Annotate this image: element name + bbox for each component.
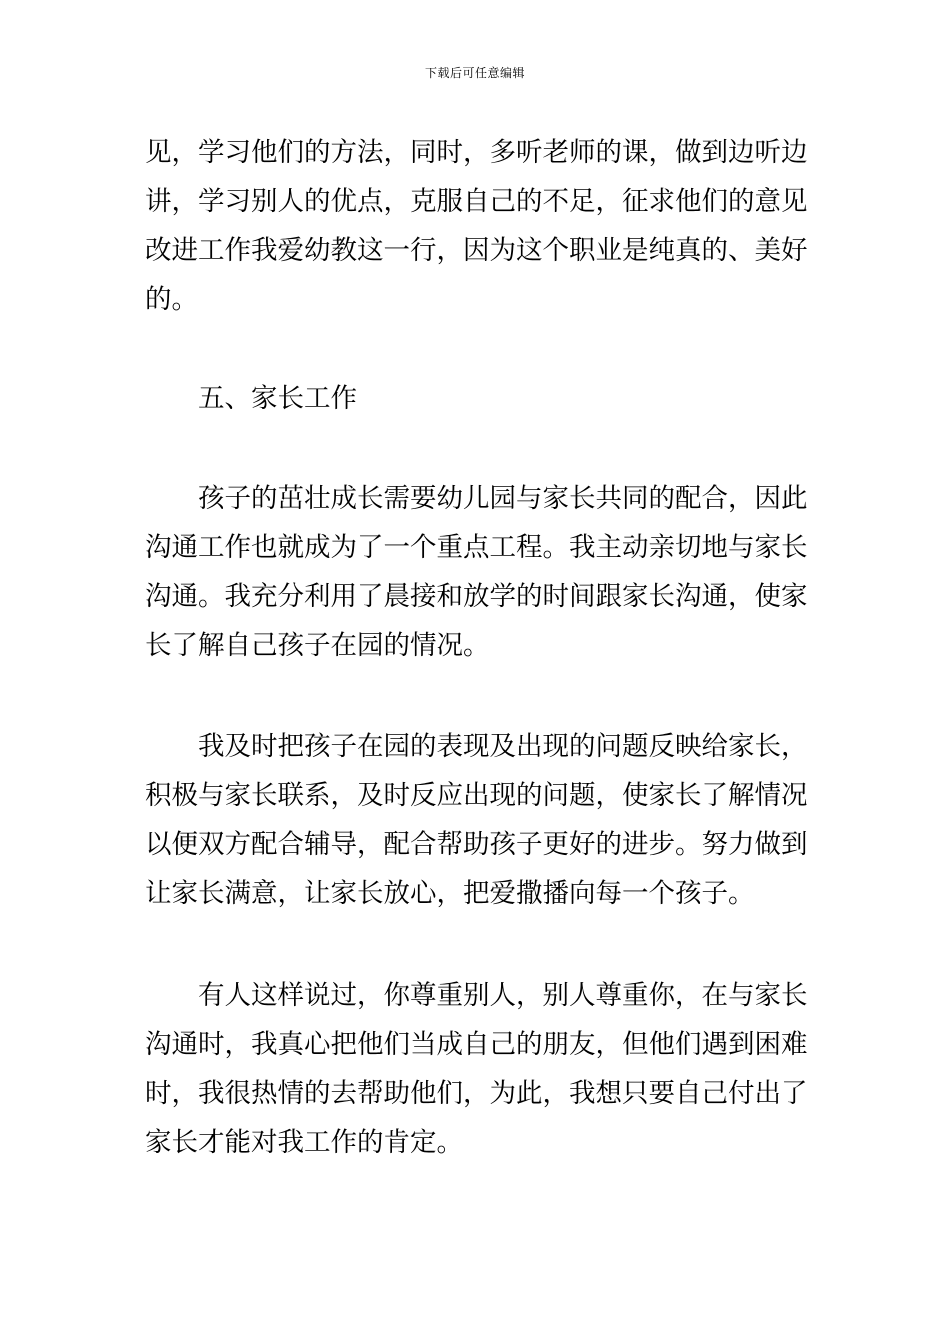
paragraph <box>145 722 807 918</box>
text-line: 积极与家长联系，及时反应出现的问题，使家长了解情况 <box>145 780 808 811</box>
text-line: 讲，学习别人的优点，克服自己的不足，征求他们的意见 <box>145 186 808 217</box>
paragraph <box>145 474 807 670</box>
text-line: 沟通时，我真心把他们当成自己的朋友，但他们遇到困难 <box>145 1029 808 1060</box>
text-line: 让家长满意，让家长放心，把爱撒播向每一个孩子。 <box>145 878 755 909</box>
section-heading-text: 五、家长工作 <box>198 383 357 414</box>
text-line: 的。 <box>145 284 198 315</box>
text-line: 以便双方配合辅导，配合帮助孩子更好的进步。努力做到 <box>145 829 808 860</box>
page-header: 下载后可任意编辑 <box>424 66 525 80</box>
text-line: 有人这样说过，你尊重别人，别人尊重你，在与家长 <box>198 980 808 1011</box>
section-heading <box>145 374 807 423</box>
text-line: 沟通工作也就成为了一个重点工程。我主动亲切地与家长 <box>145 532 808 563</box>
text-line: 时，我很热情的去帮助他们，为此，我想只要自己付出了 <box>145 1078 808 1109</box>
paragraph <box>145 971 807 1167</box>
text-line: 见，学习他们的方法，同时，多听老师的课，做到边听边 <box>145 137 808 168</box>
text-line: 家长才能对我工作的肯定。 <box>145 1127 463 1158</box>
text-line: 孩子的茁壮成长需要幼儿园与家长共同的配合，因此 <box>198 483 808 514</box>
paragraph-continuation <box>145 128 807 324</box>
text-line: 沟通。我充分利用了晨接和放学的时间跟家长沟通，使家 <box>145 581 808 612</box>
text-line: 长了解自己孩子在园的情况。 <box>145 630 490 661</box>
text-line: 改进工作我爱幼教这一行，因为这个职业是纯真的、美好 <box>145 235 808 266</box>
text-line: 我及时把孩子在园的表现及出现的问题反映给家长， <box>198 731 808 762</box>
